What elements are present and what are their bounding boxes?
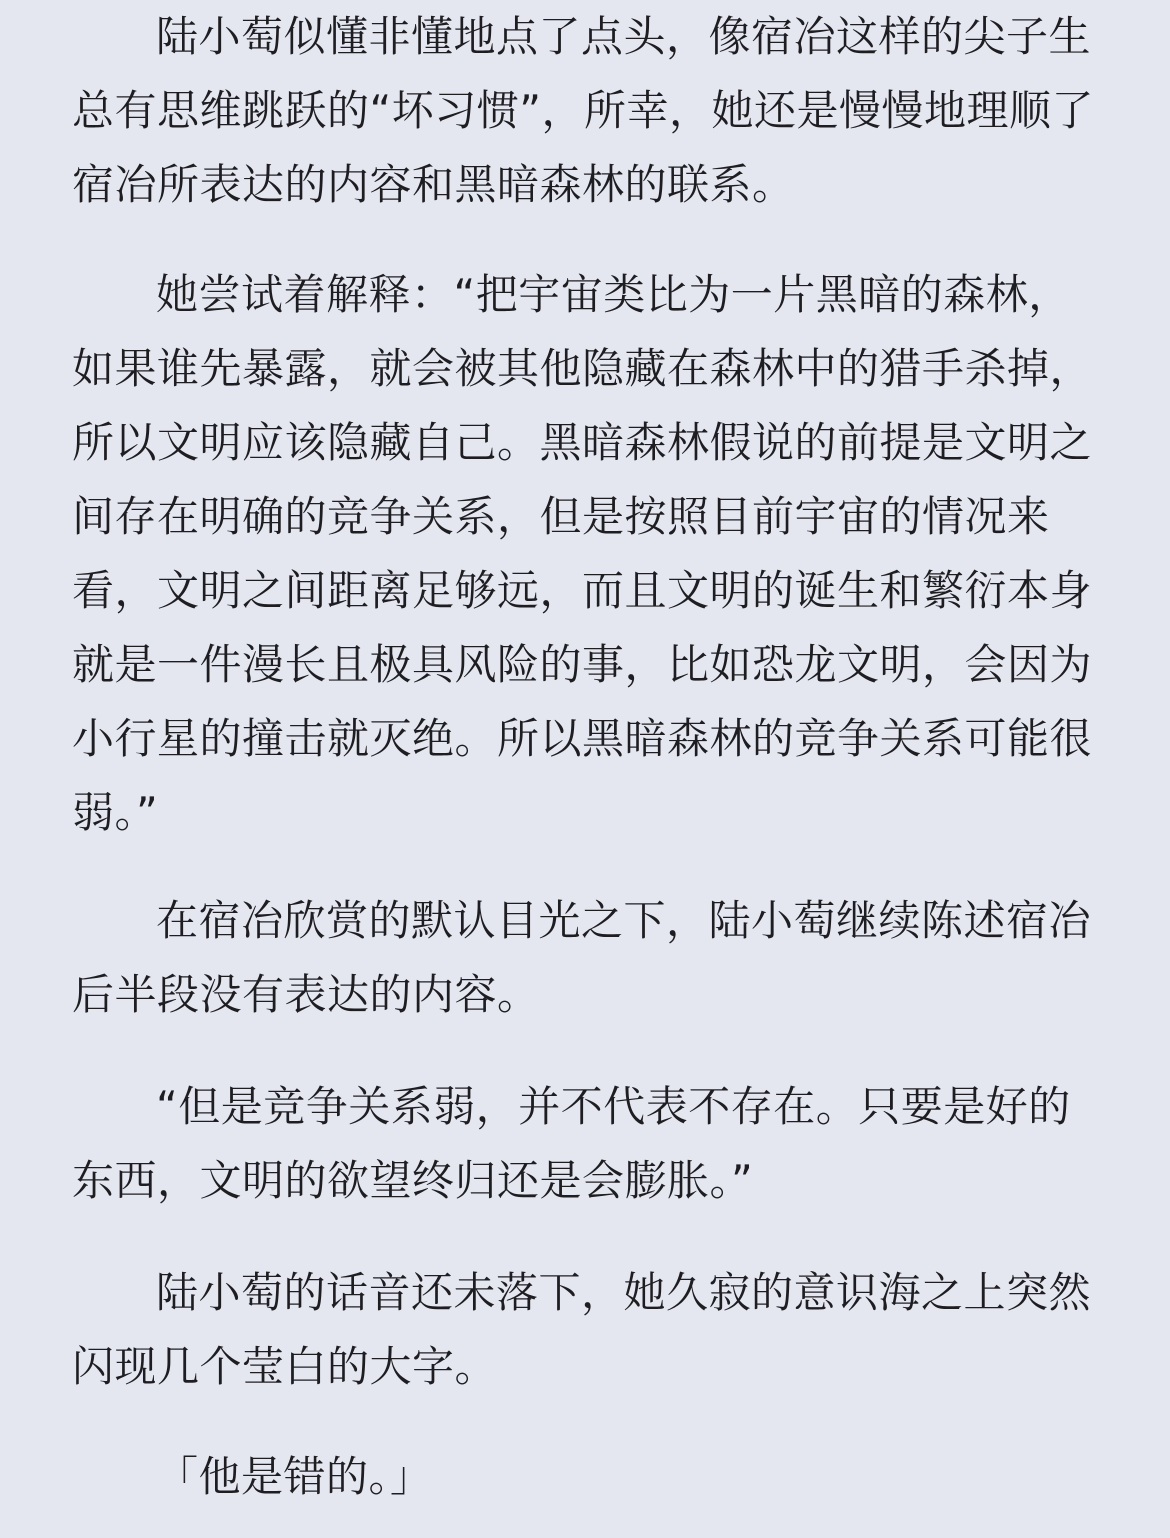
text-line: 如果谁先暴露，就会被其他隐藏在森林中的猎手杀掉， [72, 344, 1093, 393]
text-line: 宿冶所表达的内容和黑暗森林的联系。 [72, 160, 795, 209]
text-line: 弱。” [72, 788, 159, 837]
text-line: 后半段没有表达的内容。 [72, 970, 540, 1019]
text-line: 东西，文明的欲望终归还是会膨胀。” [72, 1156, 754, 1205]
text-line: 陆小萄的话音还未落下，她久寂的意识海之上突然 [156, 1268, 1092, 1317]
text-line: 在宿冶欣赏的默认目光之下，陆小萄继续陈述宿冶 [156, 896, 1092, 945]
text-line: 陆小萄似懂非懂地点了点头，像宿冶这样的尖子生 [156, 12, 1092, 61]
text-line: 她尝试着解释：“把宇宙类比为一片黑暗的森林， [156, 270, 1071, 319]
text-line: 「他是错的。」 [156, 1452, 433, 1501]
text-line: 闪现几个莹白的大字。 [72, 1342, 498, 1391]
text-line: 小行星的撞击就灭绝。所以黑暗森林的竞争关系可能很 [72, 714, 1093, 763]
text-line: 总有思维跳跃的“坏习惯”，所幸，她还是慢慢地理顺了 [72, 86, 1095, 135]
text-line: 间存在明确的竞争关系，但是按照目前宇宙的情况来 [72, 492, 1050, 541]
text-line: 看，文明之间距离足够远，而且文明的诞生和繁衍本身 [72, 566, 1093, 615]
text-line: 就是一件漫长且极具风险的事，比如恐龙文明，会因为 [72, 640, 1093, 689]
text-line: 所以文明应该隐藏自己。黑暗森林假说的前提是文明之 [72, 418, 1093, 467]
text-line: “但是竞争关系弱，并不代表不存在。只要是好的 [156, 1082, 1071, 1131]
